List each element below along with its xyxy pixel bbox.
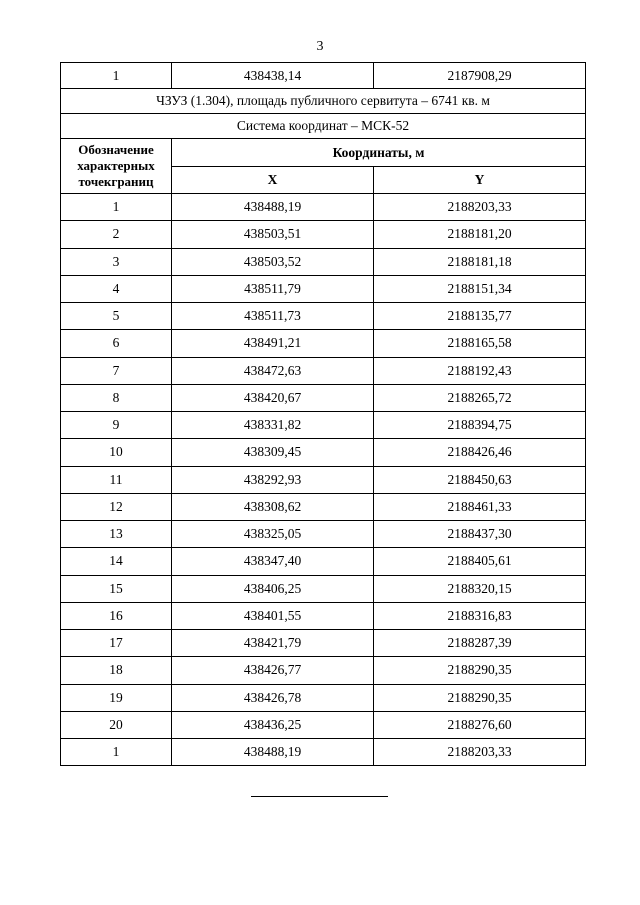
coordinate-system-title: Система координат – МСК-52 bbox=[61, 114, 586, 139]
table-row bbox=[61, 575, 586, 602]
y-cell: 2187908,29 bbox=[374, 63, 586, 89]
x-cell: 438420,67 bbox=[172, 384, 374, 411]
y-cell: 2188405,61 bbox=[374, 548, 586, 575]
designation-header: Обозначение характерных точекграниц bbox=[61, 139, 172, 194]
y-cell: 2188203,33 bbox=[374, 194, 586, 221]
table-row bbox=[61, 439, 586, 466]
x-cell: 438309,45 bbox=[172, 439, 374, 466]
x-cell: 438438,14 bbox=[172, 63, 374, 89]
point-number-cell: 19 bbox=[61, 684, 172, 711]
point-number-cell: 20 bbox=[61, 711, 172, 738]
point-number-cell: 6 bbox=[61, 330, 172, 357]
y-cell: 2188151,34 bbox=[374, 275, 586, 302]
footer-divider bbox=[251, 796, 388, 797]
header-row bbox=[61, 139, 586, 167]
point-number-cell: 1 bbox=[61, 739, 172, 766]
x-cell: 438511,73 bbox=[172, 303, 374, 330]
y-cell: 2188426,46 bbox=[374, 439, 586, 466]
table-row bbox=[61, 657, 586, 684]
x-cell: 438511,79 bbox=[172, 275, 374, 302]
coordinates-table bbox=[60, 62, 586, 766]
points-body bbox=[61, 194, 586, 766]
y-cell: 2188437,30 bbox=[374, 521, 586, 548]
y-cell: 2188290,35 bbox=[374, 684, 586, 711]
y-cell: 2188276,60 bbox=[374, 711, 586, 738]
system-title-row bbox=[61, 114, 586, 139]
y-cell: 2188181,18 bbox=[374, 248, 586, 275]
table-row bbox=[61, 739, 586, 766]
point-number-cell: 16 bbox=[61, 602, 172, 629]
zone-title: ЧЗУЗ (1.304), площадь публичного сервитута – 6741 кв. м bbox=[61, 89, 586, 114]
x-cell: 438488,19 bbox=[172, 739, 374, 766]
point-number-cell: 8 bbox=[61, 384, 172, 411]
point-number-cell: 1 bbox=[61, 63, 172, 89]
table-row bbox=[61, 63, 586, 89]
point-number-cell: 14 bbox=[61, 548, 172, 575]
table-row bbox=[61, 684, 586, 711]
table-row bbox=[61, 466, 586, 493]
y-cell: 2188316,83 bbox=[374, 602, 586, 629]
point-number-cell: 5 bbox=[61, 303, 172, 330]
x-cell: 438472,63 bbox=[172, 357, 374, 384]
table-row bbox=[61, 711, 586, 738]
table-row bbox=[61, 221, 586, 248]
table-row bbox=[61, 194, 586, 221]
point-number-cell: 3 bbox=[61, 248, 172, 275]
y-cell: 2188192,43 bbox=[374, 357, 586, 384]
point-number-cell: 15 bbox=[61, 575, 172, 602]
y-cell: 2188394,75 bbox=[374, 412, 586, 439]
x-header: X bbox=[172, 167, 374, 194]
point-number-cell: 7 bbox=[61, 357, 172, 384]
y-cell: 2188287,39 bbox=[374, 630, 586, 657]
point-number-cell: 2 bbox=[61, 221, 172, 248]
point-number-cell: 17 bbox=[61, 630, 172, 657]
table-row bbox=[61, 493, 586, 520]
x-cell: 438401,55 bbox=[172, 602, 374, 629]
x-cell: 438426,78 bbox=[172, 684, 374, 711]
zone-title-row bbox=[61, 89, 586, 114]
point-number-cell: 1 bbox=[61, 194, 172, 221]
y-header: Y bbox=[374, 167, 586, 194]
point-number-cell: 9 bbox=[61, 412, 172, 439]
table-row bbox=[61, 384, 586, 411]
point-number-cell: 10 bbox=[61, 439, 172, 466]
table-row bbox=[61, 602, 586, 629]
y-cell: 2188165,58 bbox=[374, 330, 586, 357]
table-row bbox=[61, 521, 586, 548]
x-cell: 438331,82 bbox=[172, 412, 374, 439]
x-cell: 438406,25 bbox=[172, 575, 374, 602]
y-cell: 2188450,63 bbox=[374, 466, 586, 493]
coordinates-header: Координаты, м bbox=[172, 139, 586, 167]
table-row bbox=[61, 357, 586, 384]
x-cell: 438421,79 bbox=[172, 630, 374, 657]
table-row bbox=[61, 330, 586, 357]
y-cell: 2188265,72 bbox=[374, 384, 586, 411]
x-cell: 438503,51 bbox=[172, 221, 374, 248]
page-number: 3 bbox=[316, 39, 324, 54]
point-number-cell: 11 bbox=[61, 466, 172, 493]
y-cell: 2188461,33 bbox=[374, 493, 586, 520]
x-cell: 438325,05 bbox=[172, 521, 374, 548]
x-cell: 438436,25 bbox=[172, 711, 374, 738]
table-row bbox=[61, 275, 586, 302]
point-number-cell: 13 bbox=[61, 521, 172, 548]
x-cell: 438426,77 bbox=[172, 657, 374, 684]
x-cell: 438491,21 bbox=[172, 330, 374, 357]
table-row bbox=[61, 630, 586, 657]
table-row bbox=[61, 248, 586, 275]
y-cell: 2188290,35 bbox=[374, 657, 586, 684]
y-cell: 2188135,77 bbox=[374, 303, 586, 330]
y-cell: 2188320,15 bbox=[374, 575, 586, 602]
table-row bbox=[61, 303, 586, 330]
x-cell: 438503,52 bbox=[172, 248, 374, 275]
y-cell: 2188181,20 bbox=[374, 221, 586, 248]
y-cell: 2188203,33 bbox=[374, 739, 586, 766]
point-number-cell: 12 bbox=[61, 493, 172, 520]
point-number-cell: 4 bbox=[61, 275, 172, 302]
table-row bbox=[61, 412, 586, 439]
x-cell: 438292,93 bbox=[172, 466, 374, 493]
table-row bbox=[61, 548, 586, 575]
point-number-cell: 18 bbox=[61, 657, 172, 684]
x-cell: 438488,19 bbox=[172, 194, 374, 221]
x-cell: 438308,62 bbox=[172, 493, 374, 520]
x-cell: 438347,40 bbox=[172, 548, 374, 575]
